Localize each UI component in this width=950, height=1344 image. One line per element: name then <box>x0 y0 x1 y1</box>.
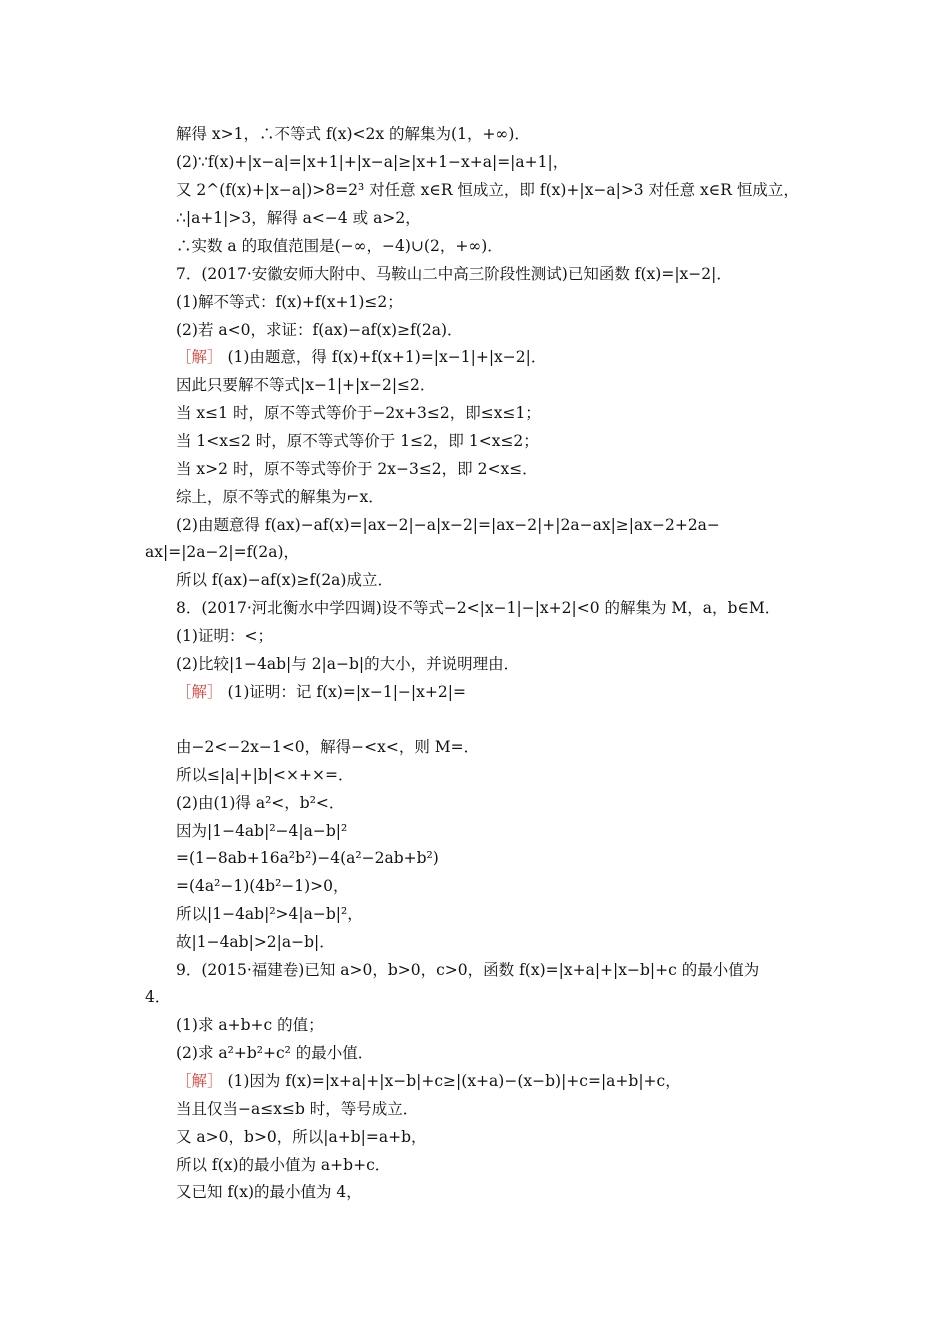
text-line: (2)求 a²+b²+c² 的最小值． <box>176 1044 374 1062</box>
text-line: 因此只要解不等式|x−1|+|x−2|≤2． <box>176 376 436 394</box>
solution-tag: ［解］ <box>176 1072 223 1090</box>
text-line: (2)由(1)得 a²<，b²<． <box>176 794 345 812</box>
text-line: =(1−8ab+16a²b²)−4(a²−2ab+b²) <box>176 849 439 867</box>
text-line: ax|=|2a−2|=f(2a)， <box>145 543 300 561</box>
solution-text: (1)由题意，得 f(x)+f(x+1)=|x−1|+|x−2|． <box>227 348 547 366</box>
text-line: 所以|1−4ab|²>4|a−b|²， <box>176 905 363 923</box>
text-line: 当且仅当−a≤x≤b 时，等号成立． <box>176 1100 419 1118</box>
text-line: 解得 x>1，∴不等式 f(x)<2x 的解集为(1，+∞)． <box>176 125 530 143</box>
text-line: (2)由题意得 f(ax)−af(x)=|ax−2|−a|x−2|=|ax−2|+|2a−ax|≥|ax−2+2a− <box>176 516 720 534</box>
text-line: 故|1−4ab|>2|a−b|． <box>176 933 335 951</box>
text-line: 所以 f(ax)−af(x)≥f(2a)成立． <box>176 571 393 589</box>
solution-line <box>176 347 546 367</box>
solution-text: (1)证明：记 f(x)=|x−1|−|x+2|= <box>227 683 466 701</box>
text-line: 又 a>0，b>0，所以|a+b|=a+b， <box>176 1128 427 1146</box>
solution-line <box>176 1071 681 1091</box>
text-line: 当 x>2 时，原不等式等价于 2x−3≤2，即 2<x≤． <box>176 460 538 478</box>
text-line: (2)比较|1−4ab|与 2|a−b|的大小，并说明理由． <box>176 655 520 673</box>
text-line: (1)证明：<； <box>176 627 273 645</box>
text-line: ∴|a+1|>3，解得 a<−4 或 a>2， <box>176 209 421 227</box>
problem-9-statement: 9．(2015·福建卷)已知 a>0，b>0，c>0，函数 f(x)=|x+a|+|x−b|+c 的最小值为 <box>176 961 760 979</box>
text-line: (2)∵f(x)+|x−a|=|x+1|+|x−a|≥|x+1−x+a|=|a+1|， <box>176 153 569 171</box>
text-line: =(4a²−1)(4b²−1)>0， <box>176 877 349 895</box>
solution-text: (1)因为 f(x)=|x+a|+|x−b|+c≥|(x+a)−(x−b)|+c=|a+b|+c， <box>227 1072 681 1090</box>
solution-tag: ［解］ <box>176 348 223 366</box>
text-line: (1)解不等式：f(x)+f(x+1)≤2； <box>176 293 403 311</box>
text-line: ∴实数 a 的取值范围是(−∞，−4)∪(2，+∞)． <box>176 237 503 255</box>
problem-7-statement: 7．(2017·安徽安师大附中、马鞍山二中高三阶段性测试)已知函数 f(x)=|x−2|． <box>176 265 732 283</box>
text-line: (2)若 a<0，求证：f(ax)−af(x)≥f(2a)． <box>176 321 463 339</box>
text-line: 由−2<−2x−1<0，解得−<x<，则 M=． <box>176 738 480 756</box>
problem-8-statement: 8．(2017·河北衡水中学四调)设不等式−2<|x−1|−|x+2|<0 的解集为 M，a，b∈M． <box>176 599 781 617</box>
text-line: 所以≤|a|+|b|<×+×=． <box>176 766 354 784</box>
text-line: 又已知 f(x)的最小值为 4， <box>176 1183 362 1201</box>
solution-tag: ［解］ <box>176 683 223 701</box>
text-line: 综上，原不等式的解集为⌐x． <box>176 488 384 506</box>
text-line: 4． <box>145 988 171 1006</box>
text-line: (1)求 a+b+c 的值； <box>176 1016 324 1034</box>
text-line: 因为|1−4ab|²−4|a−b|² <box>176 822 348 840</box>
text-line: 所以 f(x)的最小值为 a+b+c． <box>176 1156 391 1174</box>
text-line: 又 2^(f(x)+|x−a|)>8=2³ 对任意 x∈R 恒成立，即 f(x)+|x−a|>3 对任意 x∈R 恒成立， <box>176 181 799 199</box>
solution-line <box>176 682 466 702</box>
text-line: 当 1<x≤2 时，原不等式等价于 1≤2，即 1<x≤2； <box>176 432 539 450</box>
text-line: 当 x≤1 时，原不等式等价于−2x+3≤2，即≤x≤1； <box>176 404 541 422</box>
